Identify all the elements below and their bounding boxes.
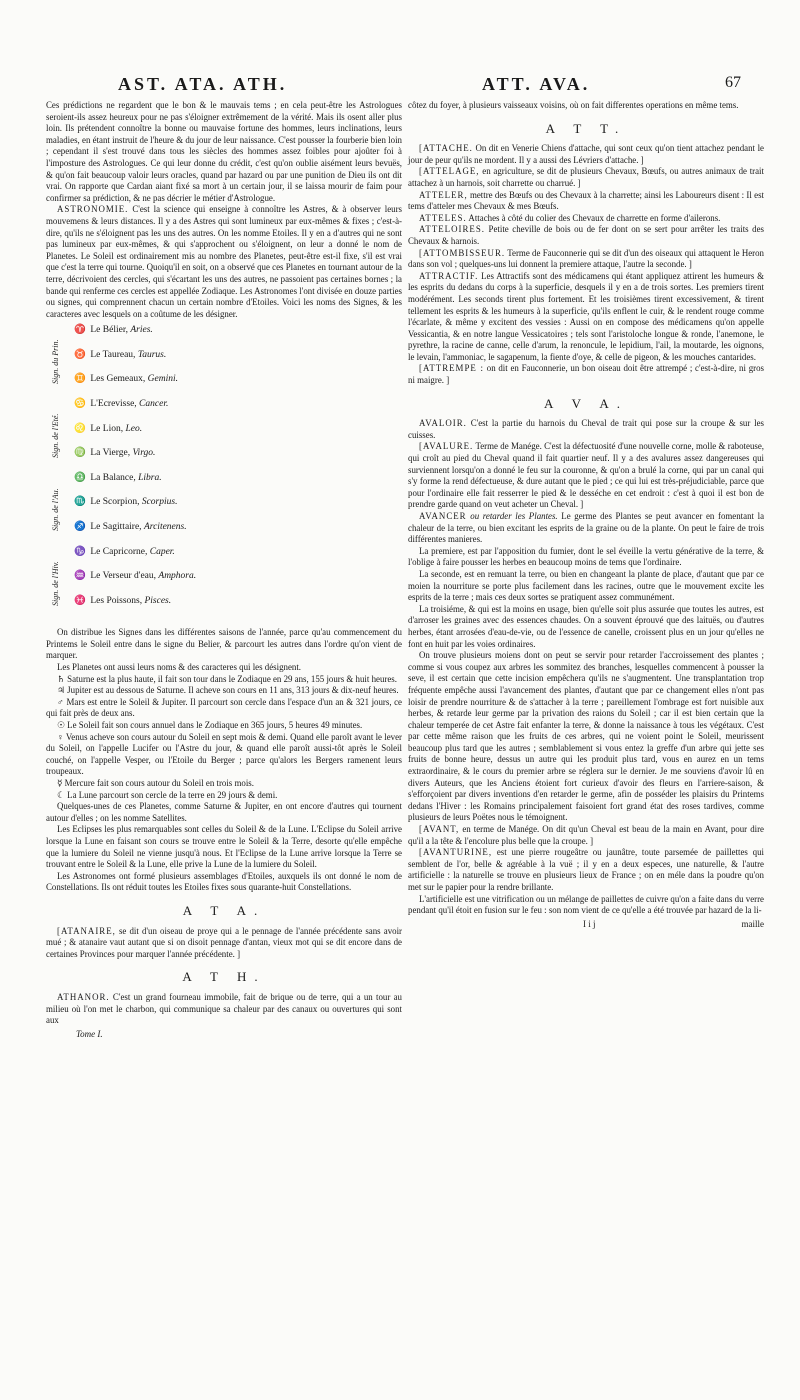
section-heading: A T T. — [545, 120, 627, 136]
entry-term: ATTELER, — [419, 189, 468, 200]
pisces-icon: ♓ — [74, 595, 86, 606]
sign-row — [74, 596, 196, 621]
entry-text: on dit en Fauconnerie, un bon oiseau doit être attrempé ; c'est-à-dire, ni gros ni maigre. ] — [408, 363, 764, 386]
entry-astronomie — [46, 204, 402, 320]
entry-text: se dit d'un oiseau de proye qui a le pennage de l'année précédente sans avoir mué ; & atanaire vaut autant que si on disoit pennage d'antan, vieux mot qui se dit encore dans de certaines Provinces pour marquer l'année précédente. ] — [46, 925, 402, 959]
entry-text: Terme de Manége. C'est la défectuosité d'une nouvelle corne, molle & raboteuse, qui croît au pied du Cheval quand il fait quartier neuf. Il y a des avalures assez dangereuses qui surviennent lorsqu'on a donné le feu sur la couronne, & qu'on a brulé la corne, qui par un canal qui s'y forme la rend défectueuse, & dure autant que le pied ; ce qui lui est très-préjudiciable, parce que pour l'ordinaire elle fait resserrer le pied & le desséche en cet endroit : c'est à quoi il est bon de prendre garde quand on veut acheter un Cheval. ] — [408, 441, 764, 510]
sign-row — [74, 424, 196, 449]
virgo-icon: ♍ — [74, 448, 86, 459]
zodiac-signs-list — [46, 325, 402, 621]
sign-name: Le Taureau, — [90, 349, 136, 360]
sign-latin: Virgo. — [132, 448, 156, 459]
sign-group-label: Sign. de l'Eté. — [51, 414, 60, 459]
sign-row — [74, 473, 196, 498]
sign-latin: Cancer. — [139, 399, 169, 410]
entry-term: ASTRONOMIE. — [57, 204, 129, 215]
sign-latin: Arcitenens. — [143, 522, 187, 533]
page-footer — [408, 919, 764, 931]
leo-icon: ♌ — [74, 423, 86, 434]
sign-row — [74, 522, 196, 547]
sign-row — [74, 497, 196, 522]
entry-term: [ATTELAGE, — [419, 166, 480, 177]
paragraph: On trouve plusieurs moiens dont on peut se servir pour retarder l'accroissement des plantes ; comme si vous coupez aux arbres les sommitez des branches, lesquelles commencent à pousser la seve, il est certain que cette incision empêchera qu'ils ne s'augmentent. Une transplantation trop fréquente empêche aussi l'avancement des plantes, d'autant que par ce changement elles n'ont pas loisir de prendre nourriture & de s'attacher à la terre ; pareillement l'ombrage est fort nuisible aux herbes, & retarde leur germe par la privation des raions du Soleil ; car il est bien certain que la chaleur temperée de cet Astre fait enfanter la terre, & donne la naissance à tous les végétaux. C'est par cette même raison que les fruits de ces arbres, qui ne voient point le Soleil, meurissent beaucoup plus tard que les autres ; semblablement si vous entez la greffe d'un arbre qui jette ses fruits de bonne heure, dessus un autre qui les produit plus tard, vous en aurez en un tems extraordinaire, & le cours du premier arbre se réglera sur le dernier. Je me souviens d'avoir lû en divers Auteurs, que les Anciens étoient fort curieux d'avoir des fleurs en l'arriere-saison, & s'efforçoient par divers inventions d'en retarder le germe, afin de posséder les plaisirs du Printems dedans l'Hiver : les Romains principalement faisoient fort grand état des roses tardives, comme plusieurs de leurs Poëtes nous le témoignent. — [408, 650, 764, 823]
entry-attelores — [408, 224, 764, 247]
signature-mark: Tome I. — [76, 1028, 103, 1039]
sign-latin: Amphora. — [158, 571, 197, 582]
entry-text: C'est la science qui enseigne à connoître les Astres, & à observer leurs mouvemens & leurs distances. Il y a des Astres qui sont lumineux par eux-mêmes & fixes ; c'est-à-dire, qu'ils ne s'éloignent pas les uns des autres. On les nomme Etoiles. Il y en a d'autres qui ne sont pas lumineux par eux-mêmes, & qui s'approchent ou s'éloignent, on leur a donné le nom de Planetes. Le Soleil est ordinairement mis au nombre des Planetes, peut-être est-il fixe, s'il est vrai que c'est la terre qui tourne. Quoiqu'il en soit, on a observé que ces Planetes en tournant autour de la terre, décrivoient des cercles, qui s'écartant les uns des autres, ne passoient pas certaines bornes ; la bande qui renferme ces cercles est appellée Zodiaque. Les Astronomes l'ont divisée en douze parties ou signes, qui comprennent chacun un certain nombre d'Etoiles. Voici les noms des Signes, & les caracteres avec lesquels on a coûtume de les désigner. — [46, 204, 402, 319]
paragraph: La seconde, est en remuant la terre, ou bien en changeant la plante de place, d'autant que par ce moien la nourriture se porte plus facilement dans les racines, outre que le mouvement excite les esprits de la terre ; mais ces deux sortes se pratiquent assez communément. — [408, 568, 764, 603]
sign-name: Le Bélier, — [90, 325, 128, 336]
entry-term: [ATTACHE. — [419, 143, 473, 154]
entry-term: [ATTREMPE : — [419, 363, 485, 374]
libra-icon: ♎ — [74, 472, 86, 483]
entry-term: [ATTOMBISSEUR. — [419, 247, 506, 258]
entry-term: [ATANAIRE, — [57, 925, 116, 936]
paragraph: Les Eclipses les plus remarquables sont celles du Soleil & de la Lune. L'Eclipse du Soleil arrive lorsque la Lune en faisant son cours se trouve entre le Soleil & la Terre, desorte qu'elle empêche que la lumiere du Soleil ne vienne jusqu'à nous. Et l'Eclipse de la Lune arrive lorsque la Terre se trouvant entre le Soleil & la Lune, elle prive la Lune de la lumiere du Soleil. — [46, 824, 402, 870]
sign-rows — [74, 325, 196, 620]
aquarius-icon: ♒ — [74, 571, 86, 582]
section-heading: A T A. — [182, 902, 266, 918]
sign-row — [74, 325, 196, 350]
paragraph: La troisiéme, & qui est la moins en usage, bien qu'elle soit plus assurée que toutes les autres, est d'arroser les graines avec des essences chaudes. On a souvent éprouvé que des laituës, ou d'autres herbes, étant arrosées d'eau-de-vie, ou de l'essence de canelle, croissent plus en un jour qu'elles ne font en huit par les voies ordinaires. — [408, 603, 764, 649]
cancer-icon: ♋ — [74, 399, 86, 410]
section-heading: A T H. — [182, 969, 266, 985]
sign-row — [74, 571, 196, 596]
entry-text: Les Attractifs sont des médicamens qui étant appliquez attirent les humeurs & les esprits du dedans du corps à la superficie, desquels il y en a de trois sortes. Les premiers tirent modérément. Les seconds tirent plus fortement. Et les troisièmes tirent excessivement, & tirent tellement les esprits & les humeurs à la superficie, qu'ils enflent le cuir, & le rendent rouge comme l'écarlate, & même y excitent des vessies : Aussi on en compose des médicamens qu'on appelle Vessicantia, & en notre langue Vessicatoires ; tels sont l'aristoloche longue & ronde, l'anemone, le pyrethre, la racine de canne, celle d'arum, la renoncule, le lepidium, l'ail, la moutarde, les oignons, le levain, l'ammoniac, le sagapenum, la fiente d'oye, & celle de pigeon, & les mouches cantarides. — [408, 270, 764, 362]
sign-latin: Aries. — [130, 325, 153, 336]
planet-jupiter: ♃ Jupiter est au dessous de Saturne. Il acheve son cours en 11 ans, 313 jours & dix-neuf heures. — [57, 685, 399, 696]
entry-term: ATHANOR. — [57, 991, 110, 1002]
sign-row — [74, 448, 196, 473]
gemini-icon: ♊ — [74, 374, 86, 385]
paragraph: On distribue les Signes dans les différentes saisons de l'année, parce qu'au commencement du Printems le Soleil entre dans le signe du Belier, & parcourt les autres dans l'ordre qu'on vient de marquer. — [46, 627, 402, 661]
entry-text: Petite cheville de bois ou de fer dont on se sert pour arrêter les traits des Chevaux & harnois. — [408, 224, 764, 246]
entry-text: Attaches à côté du colier des Chevaux de charrette en forme d'ailerons. — [466, 212, 721, 223]
sign-name: Le Verseur d'eau, — [90, 571, 157, 582]
paragraph: Quelques-unes de ces Planetes, comme Saturne & Jupiter, en ont encore d'autres qui tournent autour d'elles ; on les nomme Satellites. — [46, 801, 402, 823]
paragraph: côtez du foyer, à plusieurs vaisseaux voisins, où on fait differentes operations en même tems. — [408, 100, 739, 110]
scorpio-icon: ♏ — [74, 497, 86, 508]
paragraph: La premiere, est par l'apposition du fumier, dont le sel éveille la vertu générative de la terre, & l'oblige à faire pousser les herbes en beaucoup moins de tems que l'ordinaire. — [408, 545, 764, 568]
entry-term: ATTRACTIF. — [419, 270, 479, 281]
entry-term: [AVANTURINE, — [419, 847, 493, 858]
sign-latin: Caper. — [149, 546, 175, 557]
sign-latin: Gemini. — [147, 374, 178, 385]
sign-latin: Leo. — [125, 423, 143, 434]
sign-latin: Libra. — [138, 472, 162, 483]
entry-avaloir — [408, 418, 764, 441]
entry-subterm: ou retarder les Plantes. — [470, 511, 558, 521]
sign-row — [74, 547, 196, 572]
sign-group-label: Sign. de l'Hiv. — [51, 561, 60, 607]
sign-name: L'Ecrevisse, — [90, 399, 137, 410]
planet-mars: ♂ Mars est entre le Soleil & Jupiter. Il parcourt son cercle dans l'espace d'un an & 321 jours, ce qui fait près de deux ans. — [46, 696, 402, 719]
sign-latin: Pisces. — [144, 595, 172, 606]
entry-text: est une pierre rougeâtre ou jaunâtre, toute parsemée de paillettes qui semblent de l'or, belle & agréable à la vuë ; il y en a deux especes, une naturelle, & l'autre artificielle : la naturelle se trouve en plusieurs lieux de France ; on en méle dans la poudre qu'on met sur le papier pour la rendre brillante. — [408, 847, 764, 892]
entry-athanor — [46, 992, 402, 1027]
planet-mercury: ☿ Mercure fait son cours autour du Soleil en trois mois. — [57, 778, 254, 788]
capricorn-icon: ♑ — [74, 546, 86, 557]
sign-name: Les Poissons, — [90, 595, 143, 606]
left-column — [46, 100, 402, 1040]
sign-name: Le Sagittaire, — [90, 522, 142, 533]
entry-attelage — [408, 166, 764, 189]
page-number: 67 — [725, 74, 741, 91]
entry-attache — [408, 143, 764, 166]
entry-attombisseur — [408, 248, 764, 271]
catchword: maille — [741, 918, 764, 929]
section-heading: A V A. — [543, 395, 628, 411]
sign-name: Les Gemeaux, — [90, 374, 146, 385]
running-head-right: ATT. AVA. — [482, 74, 591, 94]
entry-attrempe — [408, 363, 764, 386]
entry-atanaire — [46, 926, 402, 961]
entry-term: AVANCER — [419, 511, 467, 521]
entry-term: ATTELES. — [419, 212, 467, 223]
sign-name: Le Lion, — [90, 423, 124, 434]
entry-avancer — [408, 511, 764, 546]
paragraph: Ces prédictions ne regardent que le bon & le mauvais tems ; en cela peut-être les Astrologues seroient-ils assez heureux pour ne pas s'éloigner extrêmement de la vérité. Mais ils osent aller plus loin. Ils prétendent connoître la bonne ou mauvaise fortune des hommes, leurs inclinations, leurs maladies, en étant instruit de l'heure & du jour de leur naissance. C'est pousser la fourberie bien loin ; cependant il s'est trouvé dans tous les siècles des hommes assez foibles pour ajoûter foi à l'imposture des Astrologues. Ce qui leur donne du crédit, c'est qu'on oublie aisément leurs bevuës, & qu'on fait beaucoup valoir leurs oracles, quand par hazard ou par une punition de Dieu ils ont dit vrai. On rapporte que Cardan aiant fixé sa mort à un certain jour, il se laissa mourir de faim pour confirmer sa prédiction, & ne pas décrier le métier d'Astrologue. — [46, 100, 402, 203]
sign-group-label: Sign. du Prin. — [51, 340, 60, 385]
entry-avalure — [408, 441, 764, 511]
sign-group-label: Sign. de l'Au. — [51, 488, 60, 532]
sign-name: Le Scorpion, — [90, 497, 140, 508]
signature-mark: I i j — [583, 918, 596, 929]
entry-text: C'est un grand fourneau immobile, fait de brique ou de terre, qui a un tour au milieu où l'on met le charbon, qui communique sa chaleur par des canaux ou ouvertures qui sont aux — [46, 991, 402, 1026]
entry-text: en terme de Manége. On dit qu'un Cheval est beau de la main en Avant, pour dire qu'il a la tête & l'encolure plus belle que la croupe. ] — [408, 824, 764, 846]
taurus-icon: ♉ — [74, 349, 86, 360]
entry-aventurine — [408, 847, 764, 893]
entry-text: mettre des Bœufs ou des Chevaux à la charrette; ainsi les Laboureurs disent : Il est tems d'atteler mes Chevaux & mes Bœufs. — [408, 189, 764, 212]
entry-avant — [408, 824, 764, 847]
paragraph: Les Planetes ont aussi leurs noms & des caracteres qui les désignent. — [57, 662, 302, 673]
entry-term: [AVALURE. — [419, 441, 474, 452]
sign-row — [74, 399, 196, 424]
running-head-left: AST. ATA. ATH. — [118, 74, 288, 94]
entry-text: Terme de Fauconnerie qui se dit d'un des oiseaux qui attaquent le Heron dans son vol ; quelques-uns lui donnent la premiere attaque, l'autre la seconde. ] — [408, 247, 764, 270]
planet-sun: ☉ Le Soleil fait son cours annuel dans le Zodiaque en 365 jours, 5 heures 49 minutes. — [57, 720, 363, 731]
sign-name: La Balance, — [90, 472, 136, 483]
sign-row — [74, 350, 196, 375]
planet-saturn: ♄ Saturne est la plus haute, il fait son tour dans le Zodiaque en 29 ans, 155 jours & huit heures. — [57, 673, 397, 684]
sign-latin: Taurus. — [137, 349, 167, 360]
entry-term: [AVANT, — [419, 824, 460, 835]
entry-text: en agriculture, se dit de plusieurs Chevaux, Bœufs, ou autres animaux de trait attachez à un harnois, soit charrette ou charrué. ] — [408, 166, 764, 188]
entry-atteles — [408, 213, 764, 225]
aries-icon: ♈ — [74, 325, 86, 336]
sign-name: La Vierge, — [90, 448, 131, 459]
paragraph: Les Astronomes ont formé plusieurs assemblages d'Etoiles, auxquels ils ont donné le nom de Constellations. Ils ont réduit toutes les Etoiles fixes sous quarante-huit Constellations. — [46, 870, 402, 893]
entry-attractif — [408, 271, 764, 364]
planet-moon: ☾ La Lune parcourt son cercle de la terre en 29 jours & demi. — [57, 789, 278, 800]
entry-text: On dit en Venerie Chiens d'attache, qui sont ceux qu'on tient attachez pendant le jour de peur qu'ils ne mordent. Il y a aussi des Lévriers d'attache. ] — [408, 143, 764, 165]
sign-row — [74, 374, 196, 399]
sign-latin: Scorpius. — [141, 497, 178, 508]
planet-venus: ♀ Venus acheve son cours autour du Soleil en sept mois & demi. Quand elle paroît avant le lever du Soleil, on l'appelle Lucifer ou l'Astre du jour, & quand elle paroît aussi-tôt après le Soleil couché, on l'appelle Vesper, ou l'Etoile du Berger ; parce qu'alors les Bergers ramenent leurs troupeaux. — [46, 731, 402, 777]
paragraph: L'artificielle est une vitrification ou un mélange de paillettes de cuivre qu'on a faite dans du verre pendant qu'il étoit en fusion sur le feu : son nom vient de ce qu'elle a été trouvée par hazard de la li- — [408, 893, 764, 916]
entry-text: C'est la partie du harnois du Cheval de trait qui pose sur la croupe & sur les cuisses. — [408, 418, 764, 440]
entry-text: Le germe des Plantes se peut avancer en fomentant la chaleur de la terre, ou bien excitant les esprits de la graine ou de la plante. On peut le faire de trois différentes manieres. — [408, 511, 765, 545]
entry-term: AVALOIR. — [419, 418, 467, 429]
right-column — [408, 100, 764, 930]
entry-term: ATTELOIRES. — [419, 224, 485, 235]
sagittarius-icon: ♐ — [74, 522, 86, 533]
entry-atteler — [408, 190, 764, 213]
sign-name: Le Capricorne, — [90, 546, 148, 557]
